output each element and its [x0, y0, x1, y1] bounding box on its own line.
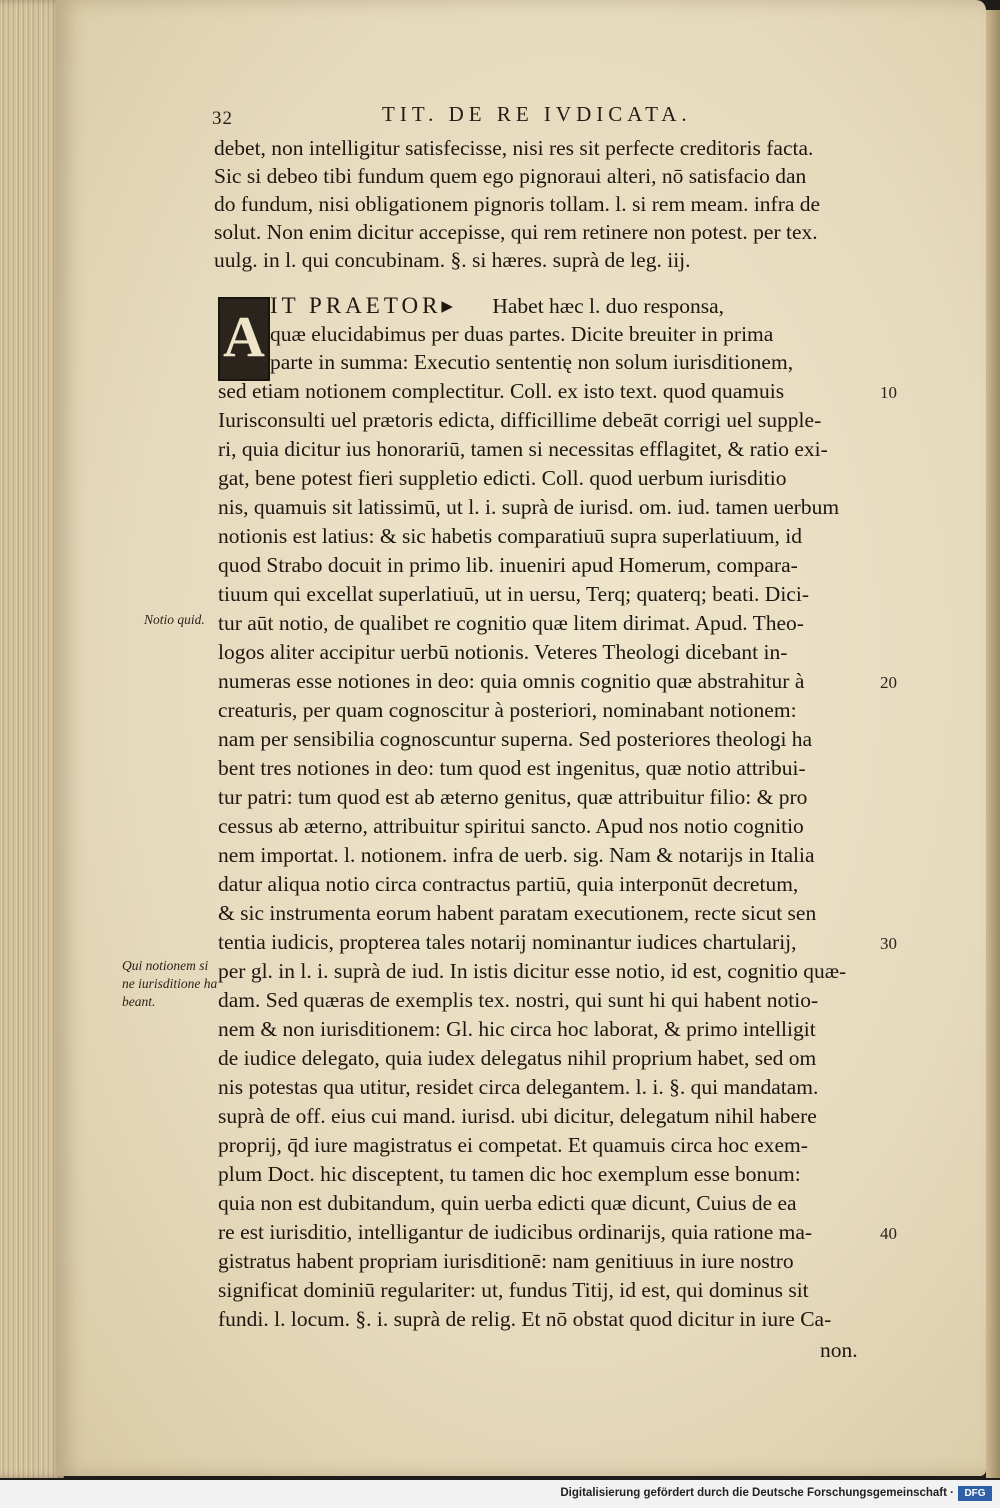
initial-letter: A	[223, 304, 265, 369]
body-line: creaturis, per quam cognoscitur à posteriori, nominabant notionem:	[218, 698, 797, 722]
page-header	[212, 102, 892, 132]
page-right-edge	[986, 10, 1000, 1478]
section-heading-rest: Habet hæc l. duo responsa,	[492, 294, 725, 318]
margin-note: Qui notionem si	[122, 958, 209, 973]
body-line: & sic instrumenta eorum habent paratam executionem, recte sicut sen	[218, 901, 817, 925]
margin-note: Notio quid.	[144, 612, 205, 627]
body-line: ri, quia dicitur ius honorariū, tamen si necessitas efflagitet, & ratio exi-	[218, 437, 828, 461]
catchword: non.	[820, 1338, 858, 1362]
drop-line: quæ elucidabimus per duas partes. Dicite breuiter in prima	[270, 322, 774, 346]
dfg-logo: DFG	[958, 1486, 992, 1501]
body-line: sed etiam notionem complectitur. Coll. ex isto text. quod quamuis	[218, 379, 785, 403]
body-line: re est iurisditio, intelligantur de iudicibus ordinarijs, quia ratione ma-	[218, 1220, 813, 1244]
intro-line: uulg. in l. qui concubinam. §. si hæres. suprà de leg. iij.	[214, 248, 691, 272]
body-line: significat dominiū regulariter: ut, fundus Titij, id est, qui dominus sit	[218, 1278, 809, 1302]
body-line: bent tres notiones in deo: tum quod est ingenitus, quæ notio attribui-	[218, 756, 806, 780]
digitization-footer	[0, 1480, 1000, 1508]
body-line: nam per sensibilia cognoscuntur superna. Sed posteriores theologi ha	[218, 727, 813, 751]
body-line: nem importat. l. notionem. infra de uerb. sig. Nam & notarijs in Italia	[218, 843, 815, 867]
body-line: plum Doct. hic disceptent, tu tamen dic hoc exemplum esse bonum:	[218, 1162, 801, 1186]
body-line: nem & non iurisditionem: Gl. hic circa hoc laborat, & primo intelligit	[218, 1017, 816, 1041]
body-line: fundi. l. locum. §. i. suprà de relig. Et nō obstat quod dicitur in iure Ca-	[218, 1307, 832, 1331]
body-line: quod Strabo docuit in primo lib. inueniri apud Homerum, compara-	[218, 553, 798, 577]
body-line: nis, quamuis sit latissimū, ut l. i. suprà de iurisd. om. iud. tamen uerbum	[218, 495, 840, 519]
body-line: gistratus habent propriam iurisditionē: nam genitiuus in iure nostro	[218, 1249, 794, 1273]
body-line: notionis est latius: & sic habetis comparatiuū supra superlatiuum, id	[218, 524, 802, 548]
section-heading: IT PRAETOR▸	[270, 293, 457, 318]
line-number: 30	[880, 934, 897, 953]
body-line: tur patri: tum quod est ab æterno genitus, quæ attribuitur filio: & pro	[218, 785, 808, 809]
body-line: dam. Sed quæras de exemplis tex. nostri, qui sunt hi qui habent notio-	[218, 988, 819, 1012]
page-number: 32	[212, 108, 233, 129]
decorated-initial	[218, 297, 270, 381]
body-line: suprà de off. eius cui mand. iurisd. ubi dicitur, delegatum nihil habere	[218, 1104, 817, 1128]
body-line: proprij, q̄d iure magistratus ei competat. Et quamuis circa hoc exem-	[218, 1133, 808, 1157]
running-title: TIT. DE RE IVDICATA.	[382, 102, 692, 126]
margin-note: ne iurisditione ha	[122, 976, 218, 991]
body-line: logos aliter accipitur uerbū notionis. Veteres Theologi dicebant in-	[218, 640, 788, 664]
body-line: gat, bene potest fieri suppletio edicti. Coll. quod uerbum iurisditio	[218, 466, 787, 490]
line-number: 40	[880, 1224, 897, 1243]
body-line: tiuum qui excellat superlatiuū, ut in uersu, Terq; quaterq; beati. Dici-	[218, 582, 809, 606]
page-edge-stack	[0, 0, 64, 1478]
margin-note: beant.	[122, 994, 156, 1009]
intro-line: debet, non intelligitur satisfecisse, nisi res sit perfecte creditoris facta.	[214, 136, 814, 160]
body-line: quia non est dubitandum, quin uerba edicti quæ dicunt, Cuius de ea	[218, 1191, 797, 1215]
body-line: per gl. in l. i. suprà de iud. In istis dicitur esse notio, id est, cognitio quæ-	[218, 959, 847, 983]
intro-line: Sic si debeo tibi fundum quem ego pignoraui alteri, nō satisfacio dan	[214, 164, 807, 188]
section-first-line	[270, 292, 724, 320]
body-line: numeras esse notiones in deo: quia omnis cognitio quæ abstrahitur à	[218, 669, 805, 693]
body-line: nis potestas qua utitur, residet circa delegantem. l. i. §. qui mandatam.	[218, 1075, 819, 1099]
body-line: cessus ab æterno, attribuitur spiritui sancto. Apud nos notio cognitio	[218, 814, 804, 838]
drop-line: parte in summa: Executio sententię non solum iurisditionem,	[270, 350, 794, 374]
body-line: Iurisconsulti uel prætoris edicta, difficillime debeāt corrigi uel supple-	[218, 408, 822, 432]
body-line: de iudice delegato, quia iudex delegatus nihil proprium habet, sed om	[218, 1046, 817, 1070]
footer-text: Digitalisierung gefördert durch die Deutsche Forschungsgemeinschaft ·	[560, 1487, 954, 1499]
body-line: tentia iudicis, propterea tales notarij nominantur iudices chartularij,	[218, 930, 797, 954]
body-line: tur aūt notio, de qualibet re cognitio quæ litem dirimat. Apud. Theo-	[218, 611, 804, 635]
line-number: 20	[880, 673, 897, 692]
intro-line: do fundum, nisi obligationem pignoris tollam. l. si rem meam. infra de	[214, 192, 821, 216]
line-number: 10	[880, 383, 897, 402]
intro-line: solut. Non enim dicitur accepisse, qui rem retinere non potest. per tex.	[214, 220, 818, 244]
body-line: datur aliqua notio circa contractus partiū, quia interponūt decretum,	[218, 872, 799, 896]
